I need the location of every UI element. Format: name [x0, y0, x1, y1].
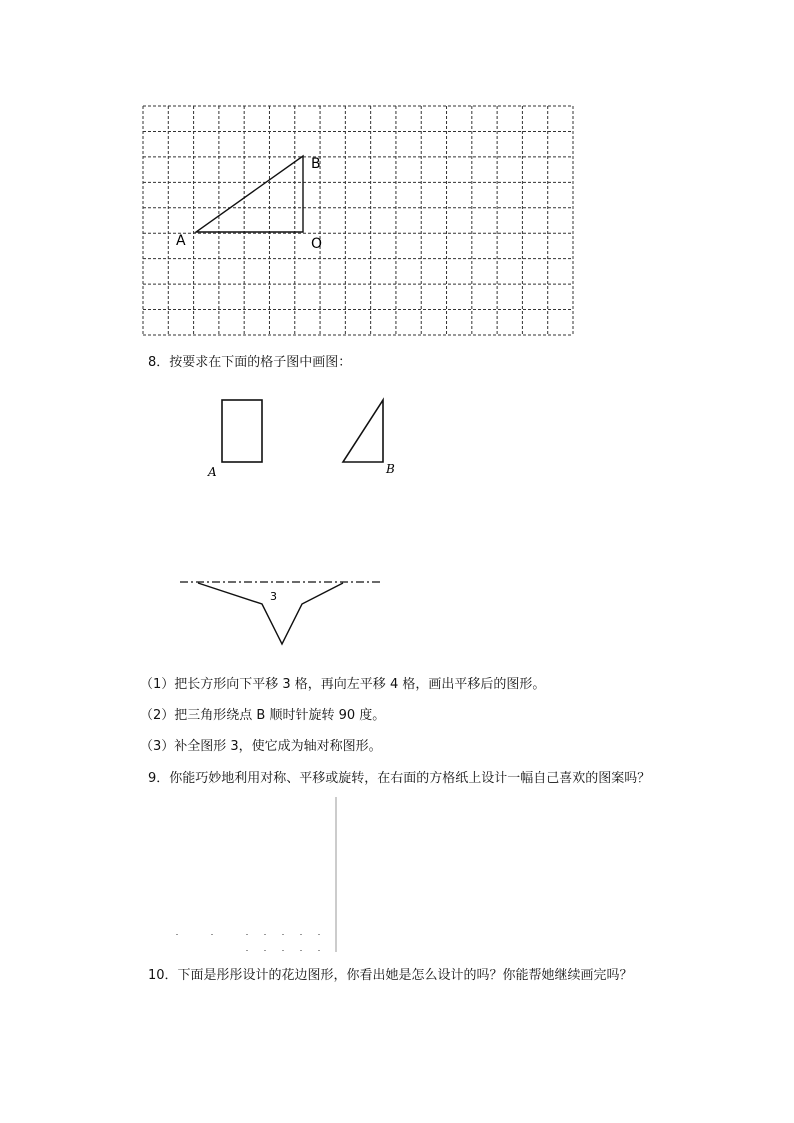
right-triangle-shape — [343, 400, 383, 462]
triangle-aob — [196, 156, 303, 232]
question-10-title: 10．下面是彤彤设计的花边图形，你看出她是怎么设计的吗？你能帮她继续画完吗？ — [148, 968, 633, 983]
point-label-b: B — [311, 156, 321, 172]
shape-3-label: 3 — [270, 590, 277, 603]
question-8-item-3: （3）补全图形 3，使它成为轴对称图形。 — [140, 739, 382, 754]
question-8-item-1: （1）把长方形向下平移 3 格，再向左平移 4 格，画出平移后的图形。 — [140, 677, 546, 692]
triangle-label-b: B — [386, 462, 395, 476]
question-9-title: 9．你能巧妙地利用对称、平移或旋转，在右面的方格纸上设计一幅自己喜欢的图案吗？ — [148, 771, 651, 786]
q9-grid-dots — [176, 934, 320, 951]
rectangle-label-a: A — [208, 465, 217, 479]
dashed-grid — [143, 106, 573, 335]
rectangle-shape — [222, 400, 262, 462]
point-label-a: A — [176, 233, 186, 249]
question-8-title: 8．按要求在下面的格子图中画图： — [148, 355, 352, 370]
question-8-item-2: （2）把三角形绕点 B 顺时针旋转 90 度。 — [140, 708, 386, 723]
point-label-o: O — [311, 236, 323, 252]
